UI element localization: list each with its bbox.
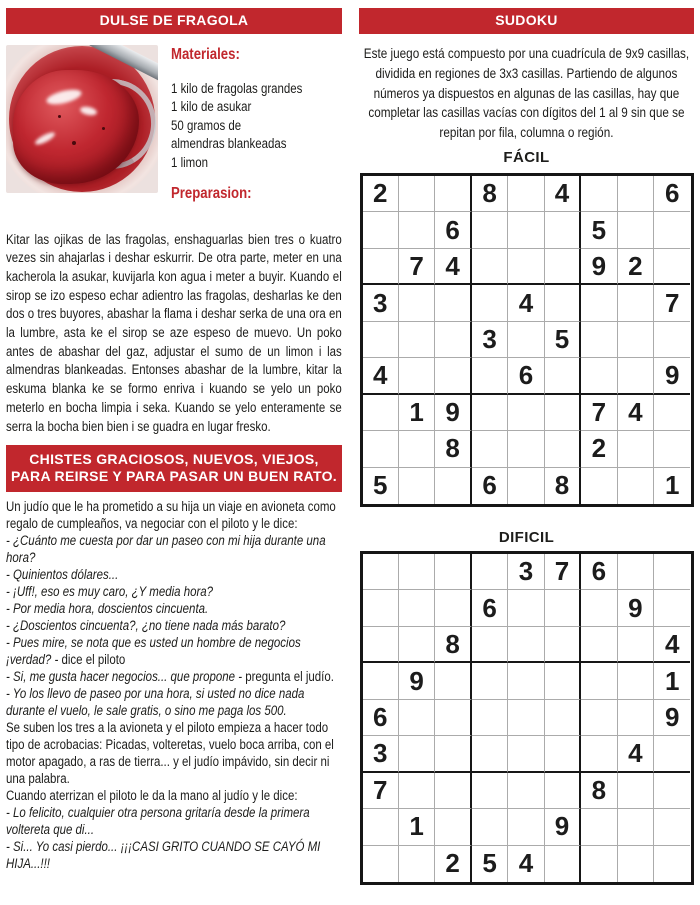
sudoku-cell-r4c1 — [363, 663, 399, 699]
sudoku-cell-r2c8: 9 — [618, 590, 654, 626]
sudoku-cell-r1c9 — [654, 554, 690, 590]
sudoku-cell-r4c6 — [545, 285, 581, 321]
sudoku-cell-r9c7 — [581, 846, 617, 882]
sudoku-cell-r8c4 — [472, 431, 508, 467]
sudoku-cell-r6c8: 4 — [618, 736, 654, 772]
sudoku-cell-r3c9 — [654, 249, 690, 285]
sudoku-cell-r8c1 — [363, 431, 399, 467]
sudoku-cell-r2c6 — [545, 590, 581, 626]
recipe-title-banner — [6, 8, 342, 34]
sudoku-cell-r5c8 — [618, 322, 654, 358]
sudoku-cell-r2c3: 6 — [435, 212, 471, 248]
joke-paragraph — [6, 787, 342, 804]
sudoku-cell-r7c9 — [654, 395, 690, 431]
sudoku-cell-r5c2 — [399, 700, 435, 736]
sudoku-cell-r6c2 — [399, 358, 435, 394]
sudoku-cell-r2c2 — [399, 212, 435, 248]
sudoku-cell-r3c7: 9 — [581, 249, 617, 285]
sudoku-cell-r9c6: 8 — [545, 468, 581, 504]
ingredient-line: 1 limon — [171, 154, 209, 170]
sudoku-cell-r1c8 — [618, 176, 654, 212]
joke-segment: pregunta el judío. — [245, 669, 334, 685]
materials-heading: Materiales: — [171, 46, 240, 63]
sudoku-title: SUDOKU — [495, 12, 558, 28]
sudoku-cell-r4c9: 1 — [654, 663, 690, 699]
sudoku-cell-r9c4: 5 — [472, 846, 508, 882]
sudoku-cell-r4c5 — [508, 663, 544, 699]
sudoku-cell-r7c3 — [435, 773, 471, 809]
sudoku-cell-r4c6 — [545, 663, 581, 699]
joke-segment: Se suben los tres a la avioneta y el piloto empieza a hacer todo tipo de acrobacias: Picadas, volteretas, vuelo boca arriba, con el motor apagado, a ras de tierra... y el judío impávido, sin decir ni una palabra. — [6, 720, 334, 787]
sudoku-cell-r2c8 — [618, 212, 654, 248]
sudoku-cell-r5c4 — [472, 700, 508, 736]
sudoku-cell-r8c3 — [435, 809, 471, 845]
sudoku-cell-r5c9 — [654, 322, 690, 358]
sudoku-cell-r6c2 — [399, 736, 435, 772]
sudoku-cell-r2c4 — [472, 212, 508, 248]
sudoku-cell-r9c8 — [618, 468, 654, 504]
joke-segment: - Lo felicito, cualquier otra persona gritaría desde la primera voltereta que di... — [6, 805, 310, 838]
strawberry-jam-photo — [6, 45, 158, 193]
joke-paragraph — [6, 719, 342, 787]
sudoku-cell-r1c6: 7 — [545, 554, 581, 590]
joke-segment: - Pues mire, se nota que es usted un hombre de negocios ¡verdad? - — [6, 635, 301, 668]
sudoku-cell-r4c8 — [618, 285, 654, 321]
sudoku-cell-r4c2: 9 — [399, 663, 435, 699]
joke-segment: - Si... Yo casi pierdo... ¡¡¡CASI GRITO CUANDO SE CAYÓ MI HIJA...!!! — [6, 839, 321, 872]
sudoku-cell-r6c4 — [472, 736, 508, 772]
sudoku-cell-r9c9: 1 — [665, 470, 680, 501]
sudoku-cell-r3c5 — [508, 627, 544, 663]
sudoku-cell-r9c8 — [618, 846, 654, 882]
sudoku-cell-r7c2 — [399, 773, 435, 809]
hard-grid-label: DIFICIL — [498, 528, 555, 546]
joke-paragraph — [6, 532, 342, 566]
sudoku-grid-hard — [360, 551, 694, 885]
sudoku-cell-r3c2: 7 — [399, 249, 435, 285]
sudoku-cell-r8c6: 9 — [545, 809, 581, 845]
joke-segment: - Yo los llevo de paseo por una hora, si usted no dice nada durante el vuelo, le sale gratis, o sino me paga los 500. — [6, 686, 305, 719]
joke-segment: - ¡Uff!, eso es muy caro, ¿Y media hora? — [6, 584, 214, 600]
sudoku-cell-r6c3 — [435, 736, 471, 772]
sudoku-cell-r6c9: 9 — [654, 358, 690, 394]
sudoku-cell-r8c8 — [618, 431, 654, 467]
joke-paragraph — [6, 838, 342, 872]
ingredient-line: almendras blankeadas — [171, 136, 287, 151]
sudoku-cell-r2c2 — [399, 590, 435, 626]
sudoku-cell-r8c6 — [545, 431, 581, 467]
sudoku-cell-r2c1 — [363, 590, 399, 626]
sudoku-cell-r7c4 — [472, 395, 508, 431]
sudoku-cell-r2c7: 5 — [581, 212, 617, 248]
sudoku-cell-r7c3: 9 — [435, 395, 471, 431]
joke-paragraph — [6, 804, 342, 838]
sudoku-cell-r6c1: 3 — [363, 736, 399, 772]
sudoku-cell-r3c5 — [508, 249, 544, 285]
sudoku-cell-r3c4 — [472, 249, 508, 285]
sudoku-cell-r1c8 — [618, 554, 654, 590]
joke-segment: - Quinientos dólares... — [6, 567, 119, 583]
ingredients-list — [171, 80, 316, 173]
sudoku-cell-r3c9: 4 — [654, 627, 690, 663]
sudoku-cell-r9c9 — [654, 846, 690, 882]
joke-segment: - Si, me gusta hacer negocios... que propone - — [6, 669, 246, 685]
sudoku-cell-r1c6: 4 — [545, 176, 581, 212]
sudoku-cell-r4c9: 7 — [654, 285, 690, 321]
joke-segment: Cuando aterrizan el piloto le da la mano al judío y le dice: — [6, 788, 298, 804]
sudoku-cell-r7c8 — [618, 773, 654, 809]
sudoku-cell-r4c1: 3 — [363, 285, 399, 321]
sudoku-cell-r3c1 — [363, 627, 399, 663]
sudoku-cell-r9c6 — [545, 846, 581, 882]
sudoku-cell-r7c5 — [508, 395, 544, 431]
sudoku-cell-r6c5 — [508, 736, 544, 772]
joke-paragraph — [6, 498, 342, 532]
jokes-title-line2: PARA REIRSE Y PARA PASAR UN BUEN RATO. — [11, 468, 337, 485]
sudoku-cell-r8c5 — [508, 809, 544, 845]
sudoku-instructions: Este juego está compuesto por una cuadrícula de 9x9 casillas, dividida en regiones de 3x3 casillas. Partiendo de algunos números ya dispuestos en algunas de las casillas, hay que completar las casillas vacías con dígitos del 1 al 9 sin que se repitan por fila, columna o región. — [363, 46, 690, 141]
ingredient-line: 50 gramos de — [171, 117, 242, 133]
sudoku-cell-r1c9: 6 — [654, 176, 690, 212]
sudoku-cell-r8c1 — [363, 809, 399, 845]
sudoku-cell-r7c8: 4 — [618, 395, 654, 431]
sudoku-cell-r8c7: 2 — [581, 431, 617, 467]
sudoku-cell-r5c7 — [581, 322, 617, 358]
sudoku-cell-r2c6 — [545, 212, 581, 248]
sudoku-cell-r2c4: 6 — [472, 590, 508, 626]
joke-text — [6, 498, 342, 872]
sudoku-cell-r2c5 — [508, 590, 544, 626]
right-column — [359, 8, 694, 905]
sudoku-cell-r8c4 — [472, 809, 508, 845]
sudoku-cell-r7c6 — [545, 773, 581, 809]
sudoku-cell-r1c4: 8 — [472, 176, 508, 212]
sudoku-cell-r5c1: 6 — [363, 700, 399, 736]
joke-paragraph — [6, 600, 342, 617]
sudoku-cell-r7c9 — [654, 773, 690, 809]
sudoku-cell-r5c7 — [581, 700, 617, 736]
sudoku-cell-r6c3 — [435, 358, 471, 394]
sudoku-cell-r4c4 — [472, 663, 508, 699]
sudoku-cell-r8c9 — [654, 431, 690, 467]
sudoku-cell-r4c5: 4 — [508, 285, 544, 321]
sudoku-cell-r4c8 — [618, 663, 654, 699]
sudoku-cell-r6c7 — [581, 358, 617, 394]
sudoku-cell-r9c7 — [581, 468, 617, 504]
sudoku-title-banner — [359, 8, 694, 34]
sudoku-cell-r6c6 — [545, 736, 581, 772]
sudoku-cell-r7c1: 7 — [363, 773, 399, 809]
strawberry-seed — [102, 127, 105, 130]
sudoku-cell-r1c7 — [581, 176, 617, 212]
sudoku-cell-r5c5 — [508, 322, 544, 358]
sudoku-cell-r3c1 — [363, 249, 399, 285]
sudoku-cell-r6c8 — [618, 358, 654, 394]
sudoku-cell-r7c6 — [545, 395, 581, 431]
sudoku-cell-r7c5 — [508, 773, 544, 809]
sudoku-cell-r5c2 — [399, 322, 435, 358]
sudoku-cell-r5c4: 3 — [472, 322, 508, 358]
sudoku-cell-r5c3 — [435, 700, 471, 736]
sudoku-cell-r7c7: 7 — [581, 395, 617, 431]
sudoku-cell-r2c3 — [435, 590, 471, 626]
sudoku-cell-r7c7: 8 — [581, 773, 617, 809]
sudoku-cell-r5c5 — [508, 700, 544, 736]
sudoku-cell-r9c2 — [399, 468, 435, 504]
sudoku-cell-r3c8: 2 — [618, 249, 654, 285]
sudoku-cell-r3c3: 8 — [435, 627, 471, 663]
sudoku-cell-r8c9 — [654, 809, 690, 845]
joke-segment: - Por media hora, doscientos cincuenta. — [6, 601, 209, 617]
sudoku-cell-r1c2 — [399, 176, 435, 212]
joke-segment: - ¿Cuánto me cuesta por dar un paseo con mi hija durante una hora? — [6, 533, 326, 566]
sudoku-cell-r1c3 — [435, 554, 471, 590]
sudoku-cell-r5c3 — [435, 322, 471, 358]
sudoku-cell-r7c4 — [472, 773, 508, 809]
sudoku-cell-r1c2 — [399, 554, 435, 590]
preparation-heading: Preparasion: — [171, 185, 252, 202]
joke-paragraph — [6, 685, 342, 719]
recipe-instructions: Kitar las ojikas de las fragolas, enshaguarlas bien tres o kuatro vezes sin ahajarlas i deshar eskurrir. De otra parte, meter en una kacherola la asukar, kuvijarla kon agua i meter a buyir. Kuando el sirop se izo espeso echar adientro las fragolas, desharlas ke den dos o tres buyores, abashar la flama i deshar serka de una ora en la lumbre, asta ke el sirop se aze espeso de muevo. Un poko antes de abashar del gaz, adjustar el sumo de un limon i las almendras blankeadas. Entonses abashar de la lumbre, kitar la eskuma blanka ke se formo enriva i kuando se yelo un poko meterlo en bocha limpia i seka. Kuando se yelo enteramente se serra la bocha bien bien i se guadra en lugar fresko. — [6, 231, 342, 434]
sudoku-cell-r8c5 — [508, 431, 544, 467]
strawberry-seed — [58, 115, 61, 118]
jokes-title-line1: CHISTES GRACIOSOS, NUEVOS, VIEJOS, — [29, 451, 319, 468]
sudoku-cell-r9c4: 6 — [472, 468, 508, 504]
sudoku-cell-r2c7 — [581, 590, 617, 626]
sudoku-cell-r4c3 — [435, 663, 471, 699]
ingredient-line: 1 kilo de fragolas grandes — [171, 80, 303, 96]
left-column — [6, 8, 342, 905]
joke-segment: Un judío que le ha prometido a su hija un viaje en avioneta como regalo de cumpleaños, va negociar con el piloto y le dice: — [6, 499, 336, 532]
sudoku-cell-r4c7 — [581, 663, 617, 699]
sudoku-grid-easy — [360, 173, 694, 507]
joke-paragraph — [6, 668, 342, 685]
sudoku-cell-r1c5 — [508, 176, 544, 212]
joke-paragraph — [6, 617, 342, 634]
sudoku-cell-r3c7 — [581, 627, 617, 663]
sudoku-cell-r8c2: 1 — [399, 809, 435, 845]
sudoku-cell-r4c7 — [581, 285, 617, 321]
strawberry-seed — [72, 141, 76, 145]
sudoku-cell-r3c4 — [472, 627, 508, 663]
materials-section — [171, 45, 316, 204]
sudoku-cell-r9c2 — [399, 846, 435, 882]
joke-segment: - ¿Doscientos cincuenta?, ¿no tiene nada más barato? — [6, 618, 286, 634]
sudoku-cell-r4c3 — [435, 285, 471, 321]
sudoku-cell-r5c8 — [618, 700, 654, 736]
sudoku-cell-r7c2: 1 — [399, 395, 435, 431]
recipe-title: DULSE DE FRAGOLA — [99, 12, 249, 28]
easy-grid-label: FÁCIL — [503, 148, 550, 166]
sudoku-cell-r3c6 — [545, 627, 581, 663]
sudoku-cell-r7c1 — [363, 395, 399, 431]
sudoku-cell-r9c5 — [508, 468, 544, 504]
sudoku-cell-r1c7: 6 — [581, 554, 617, 590]
sudoku-cell-r3c8 — [618, 627, 654, 663]
sudoku-cell-r6c4 — [472, 358, 508, 394]
sudoku-cell-r3c3: 4 — [435, 249, 471, 285]
joke-paragraph — [6, 634, 342, 668]
sudoku-cell-r6c5: 6 — [508, 358, 544, 394]
sudoku-cell-r8c2 — [399, 431, 435, 467]
sudoku-cell-r2c5 — [508, 212, 544, 248]
sudoku-cell-r4c4 — [472, 285, 508, 321]
sudoku-cell-r9c1 — [363, 846, 399, 882]
sudoku-cell-r8c8 — [618, 809, 654, 845]
sudoku-cell-r5c6: 5 — [545, 322, 581, 358]
sudoku-cell-r8c3: 8 — [435, 431, 471, 467]
sudoku-cell-r4c2 — [399, 285, 435, 321]
sudoku-cell-r9c3: 2 — [435, 846, 471, 882]
sudoku-cell-r8c7 — [581, 809, 617, 845]
sudoku-cell-r9c3 — [435, 468, 471, 504]
sudoku-cell-r6c1: 4 — [363, 358, 399, 394]
sudoku-cell-r1c1: 2 — [363, 176, 399, 212]
sudoku-cell-r1c1 — [363, 554, 399, 590]
sudoku-cell-r5c1 — [363, 322, 399, 358]
sudoku-cell-r1c3 — [435, 176, 471, 212]
recipe-header-section — [6, 45, 342, 204]
sudoku-cell-r6c6 — [545, 358, 581, 394]
joke-paragraph — [6, 566, 342, 583]
sudoku-cell-r5c9: 9 — [654, 700, 690, 736]
jokes-title-banner — [6, 445, 342, 492]
sudoku-cell-r2c1 — [363, 212, 399, 248]
joke-paragraph — [6, 583, 342, 600]
sudoku-cell-r5c6 — [545, 700, 581, 736]
sudoku-cell-r9c5: 4 — [508, 846, 544, 882]
sudoku-cell-r2c9 — [654, 590, 690, 626]
sudoku-cell-r1c5: 3 — [508, 554, 544, 590]
joke-segment: dice el piloto — [61, 652, 126, 668]
sudoku-cell-r6c7 — [581, 736, 617, 772]
ingredient-line: 1 kilo de asukar — [171, 99, 252, 114]
sudoku-cell-r2c9 — [654, 212, 690, 248]
sudoku-cell-r6c9 — [654, 736, 690, 772]
sudoku-cell-r9c1: 5 — [363, 468, 399, 504]
sudoku-cell-r1c4 — [472, 554, 508, 590]
sudoku-cell-r3c2 — [399, 627, 435, 663]
sudoku-cell-r3c6 — [545, 249, 581, 285]
